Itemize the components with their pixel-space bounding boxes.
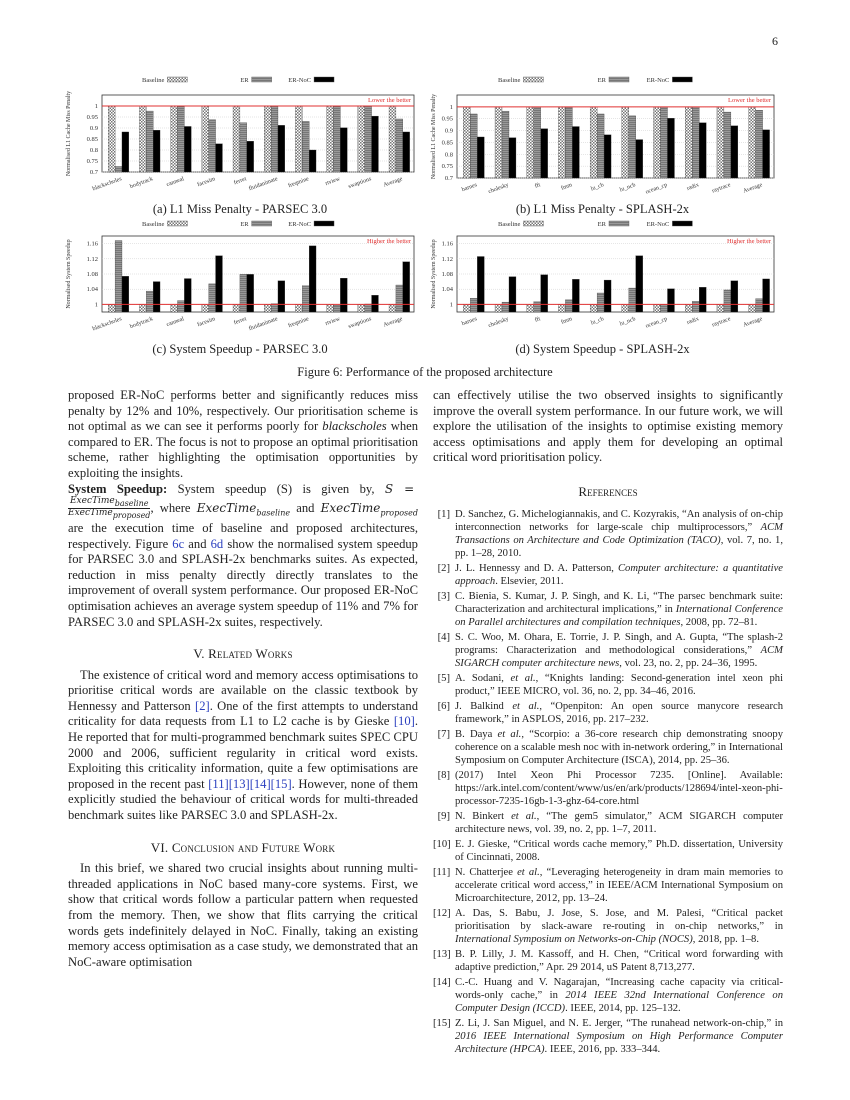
bar-er [565, 108, 572, 178]
bar-er-noc [340, 278, 347, 312]
svg-text:fft: fft [534, 182, 542, 190]
svg-text:Average: Average [742, 182, 764, 195]
svg-text:facesim: facesim [196, 176, 217, 189]
bar-er [271, 106, 278, 172]
svg-text:swaptions: swaptions [347, 176, 373, 191]
subcaption-b: (b) L1 Miss Penalty - SPLASH-2x [515, 202, 690, 216]
bar-baseline [622, 304, 629, 312]
bar-er-noc [216, 256, 223, 312]
bar-er-noc [509, 138, 516, 178]
bar-er-noc [153, 282, 160, 312]
svg-text:1.12: 1.12 [86, 255, 98, 263]
bar-er [365, 304, 372, 312]
paragraph-conclusion-cont: can effectively utilise the two observed insights to significantly improve the overall system performance. In our future work, we will explore the utilisation of the insights to optimise existing memory access optimisations and apply them for developing an optimal critical word prioritisation policy. [433, 388, 783, 465]
bar-baseline [108, 304, 115, 312]
page-number: 6 [772, 34, 778, 48]
bar-er [178, 106, 185, 172]
svg-text:1.16: 1.16 [441, 240, 453, 248]
bar-er [502, 111, 509, 178]
reference-text: B. Daya et al., “Scorpio: a 36-core research chip demonstrating snoopy coherence on a scalable mesh noc with in-network ordering,” in International Symposium on Computer Architecture (ISCA), 2014, pp. 25–36. [455, 728, 783, 766]
references-heading: References [578, 483, 638, 499]
svg-text:0.95: 0.95 [86, 114, 98, 121]
reference-text: (2017) Intel Xeon Phi Processor 7235. [Online]. Available: https://ark.intel.com/content/www/us/en/ark/products/128694/intel-xeon-phi-processor-7235-16gb-1-3-ghz-64-core.html [455, 769, 783, 807]
bar-er-noc [403, 132, 410, 172]
bar-er-noc [184, 126, 191, 172]
bar-chart [60, 70, 420, 200]
bar-baseline [654, 107, 661, 178]
bar-baseline [358, 304, 365, 312]
reference-text: S. C. Woo, M. Ohara, E. Torrie, J. P. Singh, and A. Gupta, “The splash-2 programs: Characterization and methodological considerations,” ACM SIGARCH computer architecture news, vol. 23, no. 2, pp. 24–36, 1995. [455, 631, 783, 669]
bar-baseline [389, 304, 396, 312]
svg-text:blackscholes: blackscholes [91, 316, 123, 333]
reference-number: [10] [433, 838, 451, 850]
reference-item [433, 1017, 783, 1056]
bar-baseline [139, 304, 146, 312]
svg-text:radix: radix [686, 182, 700, 193]
svg-text:1.04: 1.04 [86, 286, 98, 294]
svg-text:0.9: 0.9 [444, 127, 453, 135]
reference-item [433, 562, 783, 588]
chart-speedup-splash [425, 218, 780, 363]
bar-baseline [558, 107, 565, 178]
reference-text: N. Chatterjee et al., “Leveraging heterogeneity in dram main memories to accelerate critical word access,” in IEEE/ACM International Symposium on Microarchitecture, 2012, pp. 13–24. [455, 866, 784, 904]
right-column [433, 388, 783, 1058]
reference-number: [3] [437, 590, 450, 602]
bar-baseline [685, 107, 692, 178]
svg-text:Baseline: Baseline [498, 221, 521, 228]
svg-text:1.12: 1.12 [441, 255, 453, 263]
reference-item [433, 728, 783, 767]
bar-baseline [358, 106, 365, 172]
svg-text:barnes: barnes [461, 316, 478, 328]
bar-er-noc [699, 287, 706, 312]
bar-er-noc [541, 129, 548, 178]
bar-baseline [685, 304, 692, 312]
bar-er [146, 291, 153, 312]
bar-chart [60, 218, 420, 343]
bar-er-noc [372, 116, 379, 172]
svg-text:ocean_cp: ocean_cp [644, 182, 669, 196]
reference-number: [15] [433, 1017, 451, 1029]
reference-item [433, 672, 783, 698]
reference-item [433, 631, 783, 670]
svg-text:fmm: fmm [560, 182, 574, 192]
bar-er [302, 286, 309, 312]
reference-number: [13] [433, 948, 451, 960]
paragraph-related-works: The existence of critical word and memory access optimisations to prioritise critical words are available on the classic textbook by Hennessy and Patterson [2]. One of the first attempts to understand criticality for data requests from L1 to L2 cache is by Gieske [10]. He reported that for multi-programmed benchmark suites SPEC CPU 2000 and 2006, sufficient regularity in critical word exists. Exploiting this criticality information, quite a few optimisations are proposed in the recent past [11][13][14][15]. However, none of them explicitly studied the behaviour of critical words for multi-threaded benchmark suites like PARSEC 3.0 and SPLASH-2x. [68, 667, 418, 823]
svg-text:Baseline: Baseline [142, 221, 165, 228]
svg-text:Higher the better: Higher the better [366, 238, 411, 245]
citation-11[interactable]: [11] [208, 776, 229, 791]
svg-text:lu_ncb: lu_ncb [619, 316, 637, 328]
reference-text: D. Sanchez, G. Michelogiannakis, and C. Kozyrakis, “An analysis of on-chip interconnection networks for large-scale chip multiprocessors,” ACM Transactions on Architecture and Code Optimization (TACO), vol. 7, no. 1, pp. 1–28, 2010. [455, 508, 783, 559]
bar-er-noc [604, 280, 611, 312]
bar-er [692, 107, 699, 178]
bar-er-noc [216, 144, 223, 172]
bar-er-noc [278, 281, 285, 312]
reference-number: [12] [433, 907, 451, 919]
bar-baseline [527, 304, 534, 312]
reference-text: B. P. Lilly, J. M. Kassoff, and H. Chen, “Critical word forwarding with adaptive prediction,” Apr. 29 2014, uS Patent 8,713,277. [455, 948, 783, 973]
svg-text:Baseline: Baseline [142, 77, 165, 84]
reference-text: N. Binkert et al., “The gem5 simulator,” ACM SIGARCH computer architecture news, vol. 39, no. 2, pp. 1–7, 2011. [455, 810, 784, 835]
bar-er-noc [247, 274, 254, 312]
bar-baseline [233, 106, 240, 172]
bar-baseline [717, 304, 724, 312]
chart-l1-miss-parsec [60, 70, 420, 220]
bar-er-noc [667, 289, 674, 312]
svg-text:lu_cb: lu_cb [590, 182, 605, 193]
bar-baseline [463, 304, 470, 312]
svg-text:0.85: 0.85 [441, 139, 453, 147]
reference-text: E. J. Gieske, “Critical words cache memory,” Ph.D. dissertation, University of Cincinnati, 2008. [455, 838, 783, 863]
bar-er-noc [699, 123, 706, 178]
bar-er [597, 293, 604, 312]
bar-er-noc [604, 135, 611, 178]
bar-er [240, 123, 247, 172]
svg-text:facesim: facesim [196, 316, 217, 329]
bar-baseline [295, 106, 302, 172]
svg-text:0.95: 0.95 [441, 115, 453, 123]
bar-baseline [108, 106, 115, 172]
reference-item [433, 590, 783, 629]
svg-text:ocean_cp: ocean_cp [644, 316, 669, 330]
bar-er [146, 111, 153, 172]
reference-number: [7] [437, 728, 450, 740]
bar-er [470, 298, 477, 312]
speedup-heading: System Speedup: [68, 481, 168, 496]
paragraph-miss-penalty: proposed ER-NoC performs better and significantly reduces miss penalty by 12% and 10%, respectively. Our prioritisation scheme is not optimal as we can see it performs poorly for blackscholes when compared to ER. The focus is not to propose an optimal prioritisation scheme, rather highlighting the optimisation opportunities by exploiting the insights. [68, 388, 418, 480]
figure-caption: Figure 6: Performance of the proposed architecture [297, 365, 553, 379]
chart-l1-miss-splash [425, 70, 780, 220]
reference-text: A. Das, S. Babu, J. Jose, S. Jose, and M. Palesi, “Critical packet prioritisation by slack-aware re-routing in on-chip networks,” in International Symposium on Networks-on-Chip (NOCS), 2018, pp. 1–8. [455, 907, 783, 945]
bar-er-noc [636, 256, 643, 312]
bar-baseline [463, 107, 470, 178]
svg-text:ER: ER [597, 221, 606, 228]
svg-text:ER-NoC: ER-NoC [288, 77, 312, 84]
svg-text:Average: Average [382, 316, 404, 329]
svg-text:0.75: 0.75 [86, 158, 98, 165]
bar-er [240, 274, 247, 312]
bar-baseline [654, 304, 661, 312]
subcaption-a: (a) L1 Miss Penalty - PARSEC 3.0 [152, 202, 328, 216]
svg-text:0.75: 0.75 [441, 163, 453, 171]
svg-text:freqmine: freqmine [287, 176, 310, 190]
citation-10[interactable]: [10] [393, 714, 415, 729]
citation-2[interactable]: [2] [195, 698, 210, 713]
bar-er [534, 302, 541, 312]
bar-er-noc [247, 141, 254, 172]
bar-er [661, 305, 668, 312]
citation-14[interactable]: [14] [249, 776, 271, 791]
svg-text:Average: Average [382, 176, 404, 189]
svg-text:blackscholes: blackscholes [91, 176, 123, 193]
bar-er-noc [731, 281, 738, 312]
bar-er-noc [340, 128, 347, 172]
reference-number: [11] [433, 866, 451, 878]
svg-text:1: 1 [94, 103, 98, 110]
bar-er-noc [184, 279, 191, 312]
paragraph-speedup: System Speedup: System speedup (S) is given by, S = $\frac{ExecTime_{baseline}}{ExecTime_{proposed}}$ , where ExecTime$_{baseline}$ and ExecTime$_{proposed}$ are the execution time of baseline and proposed architectures, respectively. Figure 6c and 6d show the normalised system speedup for PARSEC 3.0 and SPLASH-2x benchmarks suites. As expected, reduction in miss penalty directly directly translates to the improvement of overall system performance. Our proposed ER-NoC optimisation achieves an average system speedup of 11% and 7% for PARSEC 3.0 and SPLASH-2x suites, respectively. [68, 481, 418, 629]
bar-er-noc [309, 150, 316, 172]
reference-item [433, 948, 783, 974]
svg-text:Normalised System Speedup: Normalised System Speedup [66, 239, 72, 309]
bar-er-noc [667, 118, 674, 178]
bar-baseline [171, 304, 178, 312]
svg-text:radix: radix [686, 316, 700, 327]
reference-item [433, 838, 783, 864]
bar-er-noc [372, 295, 379, 312]
svg-text:bodytrack: bodytrack [129, 176, 154, 191]
formula: S = $\frac{ExecTime_{baseline}}{ExecTime_{proposed}}$ [68, 481, 418, 520]
svg-text:ferret: ferret [233, 316, 248, 327]
bar-baseline [495, 107, 502, 178]
svg-text:bodytrack: bodytrack [129, 316, 154, 331]
svg-text:Baseline: Baseline [498, 77, 521, 84]
svg-text:cholesky: cholesky [487, 182, 510, 196]
bar-er-noc [122, 132, 129, 172]
reference-text: C. Bienia, S. Kumar, J. P. Singh, and K. Li, “The parsec benchmark suite: Characterization and architectural implications,” in International Conference on Parallel architectures and compilation techniques, 2008, pp. 72–81. [455, 590, 784, 628]
bar-er-noc [477, 257, 484, 312]
svg-text:Lower the better: Lower the better [368, 97, 411, 104]
bar-er-noc [636, 140, 643, 178]
reference-text: Z. Li, J. San Miguel, and N. E. Jerger, “The runahead network-on-chip,” in 2016 IEEE International Symposium on High Performance Computer Architecture (HPCA). IEEE, 2016, pp. 333–344. [455, 1017, 783, 1055]
svg-text:lu_ncb: lu_ncb [619, 182, 637, 194]
bar-baseline [295, 304, 302, 312]
citation-13[interactable]: [13] [228, 776, 250, 791]
svg-text:canneal: canneal [165, 176, 186, 189]
svg-text:fluidanimate: fluidanimate [248, 316, 279, 333]
bar-er-noc [572, 279, 579, 312]
reference-number: [14] [433, 976, 451, 988]
svg-text:swaptions: swaptions [347, 316, 373, 331]
bar-baseline [202, 304, 209, 312]
svg-text:0.8: 0.8 [444, 151, 453, 159]
reference-item [433, 907, 783, 946]
svg-text:0.85: 0.85 [86, 136, 98, 143]
svg-text:fluidanimate: fluidanimate [248, 176, 279, 193]
svg-text:fmm: fmm [560, 316, 574, 326]
reference-item [433, 508, 783, 560]
reference-number: [5] [437, 672, 450, 684]
bar-er-noc [278, 125, 285, 172]
svg-text:1.08: 1.08 [86, 271, 98, 278]
bar-er [756, 299, 763, 312]
bar-baseline [202, 106, 209, 172]
chart-speedup-parsec [60, 218, 420, 363]
svg-text:1: 1 [449, 103, 453, 111]
subcaption-c: (c) System Speedup - PARSEC 3.0 [152, 342, 328, 356]
svg-text:rtview: rtview [324, 316, 342, 328]
bar-baseline [389, 106, 396, 172]
reference-text: J. L. Hennessy and D. A. Patterson, Computer architecture: a quantitative approach. Elsevier, 2011. [455, 562, 783, 587]
bar-baseline [527, 107, 534, 178]
svg-text:canneal: canneal [165, 316, 186, 329]
bar-er-noc [731, 126, 738, 178]
svg-text:ER-NoC: ER-NoC [646, 221, 670, 228]
svg-text:ER-NoC: ER-NoC [646, 77, 670, 84]
bar-er [565, 300, 572, 312]
citation-15[interactable]: [15] [270, 776, 292, 791]
bar-baseline [264, 106, 271, 172]
svg-text:1.08: 1.08 [441, 271, 453, 278]
svg-text:ER: ER [240, 77, 249, 84]
reference-item [433, 866, 783, 905]
svg-text:Higher the better: Higher the better [726, 238, 771, 245]
reference-text: J. Balkind et al., “Openpiton: An open source manycore research framework,” in ASPLOS, 2016, pp. 217–232. [455, 700, 783, 725]
bar-er-noc [153, 130, 160, 172]
svg-text:ER-NoC: ER-NoC [288, 221, 312, 228]
svg-text:cholesky: cholesky [487, 316, 510, 330]
svg-text:ferret: ferret [233, 176, 248, 187]
bar-er [629, 288, 636, 312]
bar-er [629, 116, 636, 178]
bar-baseline [749, 107, 756, 178]
bar-baseline [233, 304, 240, 312]
bar-er [365, 106, 372, 172]
subcaption-d: (d) System Speedup - SPLASH-2x [515, 342, 690, 356]
reference-number: [1] [437, 508, 450, 520]
svg-text:0.9: 0.9 [89, 125, 98, 132]
bar-er-noc [509, 277, 516, 312]
bar-baseline [495, 304, 502, 312]
svg-text:rtview: rtview [324, 176, 342, 188]
bar-er [209, 284, 216, 312]
bar-chart [425, 218, 780, 343]
bar-er [115, 241, 122, 312]
bar-er-noc [309, 246, 316, 312]
bar-er [692, 301, 699, 312]
bar-er [178, 301, 185, 312]
bar-er [396, 285, 403, 312]
svg-text:fft: fft [534, 316, 542, 324]
bar-baseline [327, 106, 334, 172]
bar-er [502, 302, 509, 312]
bar-er [334, 106, 341, 172]
reference-item [433, 700, 783, 726]
reference-number: [6] [437, 700, 450, 712]
paragraph-conclusion: In this brief, we shared two crucial insights about running multi-threaded applications in NoC based many-core systems. First, we show that critical words follow a particular pattern when requested from the memory. Then, we show that flits carrying the critical words gets indefinitely delayed in NoC. Finally, taking an existing memory access optimisation as a case study, we demonstrated that an NoC-aware optimisation [68, 861, 418, 969]
bar-er-noc [541, 275, 548, 312]
bar-er-noc [763, 279, 770, 312]
bar-er [724, 290, 731, 312]
svg-text:lu_cb: lu_cb [590, 316, 605, 327]
bar-baseline [590, 304, 597, 312]
bar-baseline [749, 304, 756, 312]
bar-er [724, 112, 731, 178]
svg-text:Average: Average [742, 316, 764, 329]
svg-text:Lower the better: Lower the better [728, 97, 771, 104]
bar-er [396, 119, 403, 172]
reference-number: [4] [437, 631, 450, 643]
svg-text:0.7: 0.7 [444, 175, 453, 182]
bar-er [597, 114, 604, 178]
bar-baseline [327, 304, 334, 312]
bar-baseline [717, 107, 724, 178]
svg-text:ER: ER [240, 221, 249, 228]
svg-text:1.04: 1.04 [441, 286, 453, 294]
bar-chart [425, 70, 780, 200]
section-heading-related-works: V. Related Works [193, 646, 293, 662]
svg-text:0.8: 0.8 [89, 147, 98, 154]
reference-number: [8] [437, 769, 450, 781]
svg-text:raytrace: raytrace [711, 182, 732, 195]
reference-text: A. Sodani, et al., “Knights landing: Second-generation intel xeon phi product,” IEEE MICRO, vol. 36, no. 2, pp. 34–46, 2016. [455, 672, 784, 697]
bar-baseline [171, 106, 178, 172]
svg-text:1: 1 [94, 301, 98, 309]
bar-er [334, 305, 341, 312]
svg-text:barnes: barnes [461, 182, 478, 194]
svg-text:Normalised System Speedup: Normalised System Speedup [431, 239, 437, 309]
svg-text:0.7: 0.7 [89, 169, 98, 176]
bar-er [756, 110, 763, 178]
bar-baseline [139, 106, 146, 172]
reference-number: [9] [437, 810, 450, 822]
bar-er [209, 120, 216, 172]
bar-baseline [622, 107, 629, 178]
bar-er [661, 107, 668, 178]
bar-baseline [264, 304, 271, 312]
reference-item [433, 976, 783, 1015]
bar-baseline [558, 304, 565, 312]
reference-item [433, 769, 783, 808]
link-figure-6c[interactable]: 6c [172, 536, 185, 551]
svg-text:freqmine: freqmine [287, 316, 310, 330]
svg-text:Normalised L1 Cache Miss Penal: Normalised L1 Cache Miss Penalty [66, 90, 72, 177]
reference-text: C.-C. Huang and V. Nagarajan, “Increasing cache capacity via critical-words-only cache,” in 2014 IEEE 32nd International Conference on Computer Design (ICCD). IEEE, 2014, pp. 125–132. [455, 976, 783, 1014]
references-list [433, 508, 783, 1056]
bar-er [470, 114, 477, 178]
bar-er [302, 121, 309, 172]
bar-er [115, 167, 122, 173]
svg-text:ER: ER [597, 77, 606, 84]
bar-er [534, 107, 541, 178]
bar-er-noc [572, 127, 579, 178]
svg-text:1: 1 [449, 301, 453, 309]
svg-text:Normalised L1 Cache Miss Penal: Normalised L1 Cache Miss Penalty [431, 93, 437, 180]
svg-text:raytrace: raytrace [711, 316, 732, 329]
link-figure-6d[interactable]: 6d [210, 536, 224, 551]
bar-er-noc [122, 276, 129, 312]
section-heading-conclusion: VI. Conclusion and Future Work [150, 839, 336, 855]
reference-item [433, 810, 783, 836]
bar-er-noc [763, 130, 770, 178]
bar-er-noc [477, 137, 484, 178]
bar-baseline [590, 107, 597, 178]
svg-text:1.16: 1.16 [86, 240, 98, 248]
reference-number: [2] [437, 562, 450, 574]
left-column [68, 388, 418, 970]
